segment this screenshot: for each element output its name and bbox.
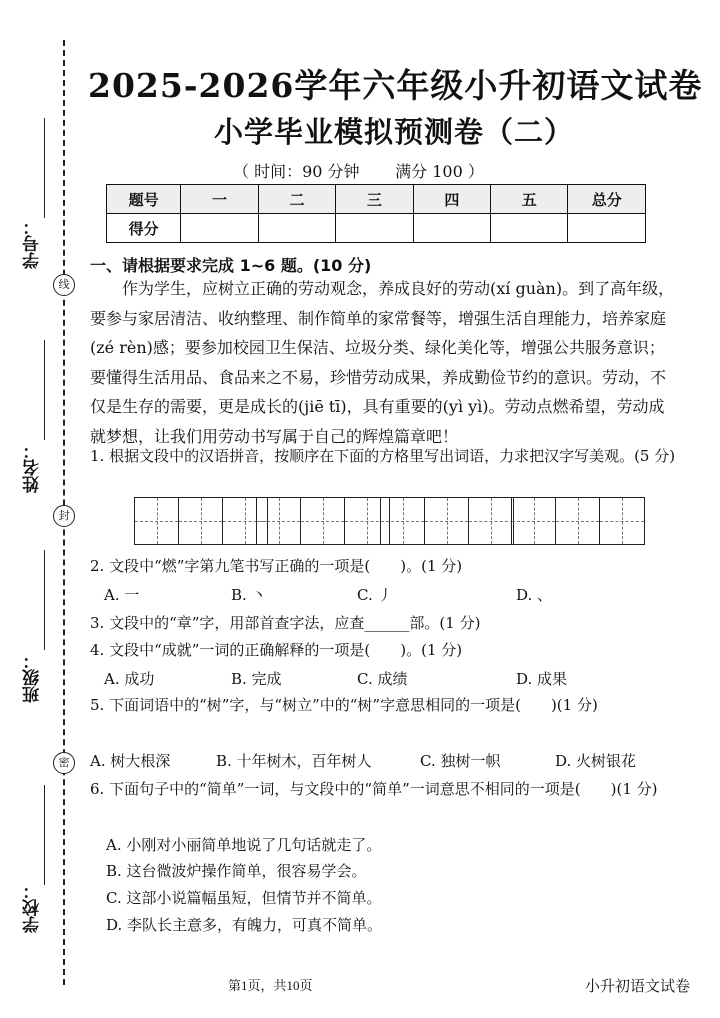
school-blank[interactable] [44, 785, 45, 885]
option-d[interactable]: D. 、 [516, 586, 553, 604]
score-cell[interactable] [181, 214, 258, 243]
score-table-score-row [107, 214, 646, 243]
binding-margin [0, 0, 86, 1018]
score-table-header-row [107, 185, 646, 214]
option-a[interactable]: A. 成功 [104, 670, 155, 688]
option-d[interactable]: D. 火树银花 [555, 752, 637, 770]
option-b[interactable]: B. 十年树木，百年树人 [216, 752, 372, 770]
question-6: 6. 下面句子中的“简单”一词，与文段中的“简单”一词意思不相同的一项是( )(1 分) [90, 780, 658, 798]
score-table-header: 二 [258, 185, 335, 214]
question-5: 5. 下面词语中的“树”字，与“树立”中的“树”字意思相同的一项是( )(1 分) [90, 696, 598, 714]
option-b[interactable]: B. 完成 [231, 670, 282, 688]
score-table-header: 题号 [107, 185, 181, 214]
section-heading: 一、请根据要求完成 1~6 题。(10 分) [90, 256, 372, 275]
option-c[interactable]: C. 丿 [357, 586, 393, 604]
class-label: 班级： [23, 652, 43, 703]
score-cell[interactable] [568, 214, 646, 243]
writing-grid-word-1[interactable] [134, 497, 268, 545]
question-1: 1. 根据文段中的汉语拼音，按顺序在下面的方格里写出词语，力求把汉字写美观。(5 分) [90, 447, 676, 465]
student-id-blank[interactable] [44, 118, 45, 218]
score-table-header: 三 [336, 185, 413, 214]
writing-grid-word-3[interactable] [380, 497, 514, 545]
question-6-option-d[interactable]: D. 李队长主意多，有魄力，可真不简单。 [106, 916, 383, 934]
score-table [106, 184, 646, 243]
exam-time-score: （ 时间：90 分钟 满分 100 ） [233, 162, 484, 181]
option-a[interactable]: A. 树大根深 [90, 752, 171, 770]
score-cell[interactable] [413, 214, 490, 243]
student-id-label: 学号： [23, 218, 43, 269]
reading-passage: 作为学生，应树立正确的劳动观念，养成良好的劳动(xí guàn)。到了高年级，要参与家居清洁、收纳整理、制作简单的家常餐等，增强生活自理能力，培养家庭(zé rèn)感；要参加校园卫生保洁、垃圾分类、绿化美化等，增强公共服务意识；要懂得生活用品、食品来之不易，珍惜劳动成果，养成勤俭节约的意识。劳动，不仅是生存的需要，更是成长的(jiē tī)，具有重要的(yì yì)。劳动点燃希望，劳动成就梦想，让我们用劳动书写属于自己的辉煌篇章吧！ [90, 279, 675, 446]
option-b[interactable]: B. 丶 [231, 586, 267, 604]
question-6-option-a[interactable]: A. 小刚对小丽简单地说了几句话就走了。 [106, 836, 382, 854]
writing-grid-word-4[interactable] [511, 497, 645, 545]
score-cell[interactable] [258, 214, 335, 243]
question-6-option-b[interactable]: B. 这台微波炉操作简单，很容易学会。 [106, 862, 367, 880]
document-name: 小升初语文试卷 [585, 977, 691, 995]
name-blank[interactable] [44, 340, 45, 440]
exam-subtitle: 小学毕业模拟预测卷（二） [213, 115, 574, 149]
seal-mark-feng: 封 [53, 505, 75, 527]
score-table-header: 四 [413, 185, 490, 214]
score-table-header: 五 [491, 185, 568, 214]
seal-mark-xian: 线 [53, 274, 75, 296]
school-label: 学校： [23, 882, 43, 933]
score-table-header: 总分 [568, 185, 646, 214]
option-c[interactable]: C. 成绩 [357, 670, 408, 688]
exam-title: 2025-2026学年六年级小升初语文试卷 [88, 66, 703, 105]
score-cell[interactable] [336, 214, 413, 243]
question-6-option-c[interactable]: C. 这部小说篇幅虽短，但情节并不简单。 [106, 889, 382, 907]
option-d[interactable]: D. 成果 [516, 670, 568, 688]
question-4: 4. 文段中“成就”一词的正确解释的一项是( )。(1 分) [90, 641, 463, 659]
question-3: 3. 文段中的“章”字，用部首查字法，应查______部。(1 分) [90, 614, 481, 632]
question-2: 2. 文段中“燃”字第九笔书写正确的一项是( )。(1 分) [90, 557, 463, 575]
option-c[interactable]: C. 独树一帜 [420, 752, 501, 770]
score-table-header: 一 [181, 185, 258, 214]
name-label: 姓名： [23, 442, 43, 493]
writing-grids [134, 497, 674, 545]
seal-mark-mi: 密 [53, 752, 75, 774]
option-a[interactable]: A. 一 [104, 586, 140, 604]
score-cell[interactable] [491, 214, 568, 243]
writing-grid-word-2[interactable] [256, 497, 390, 545]
score-row-label: 得分 [107, 214, 181, 243]
page-number: 第1页，共10页 [228, 978, 313, 993]
class-blank[interactable] [44, 550, 45, 650]
